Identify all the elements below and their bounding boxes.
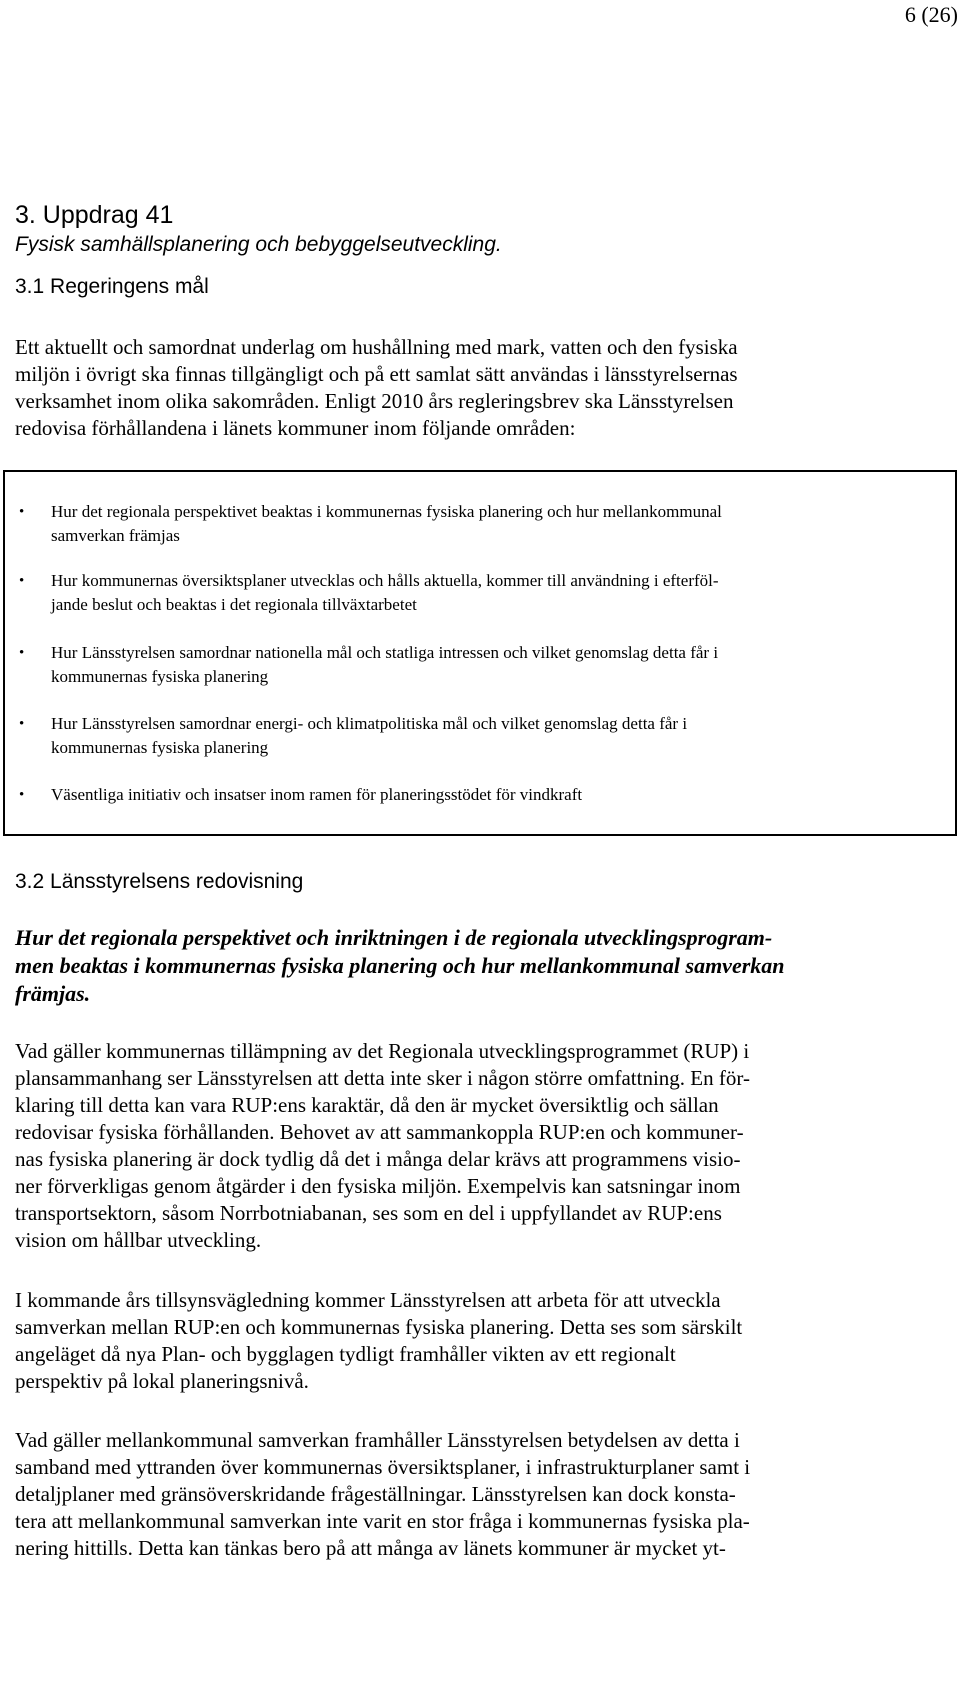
paragraph-tillsynsvagledning bbox=[15, 1287, 950, 1395]
bullet-icon: • bbox=[19, 716, 25, 732]
text-line: redovisar fysiska förhållanden. Behovet av att sammankoppla RUP:en och kommuner- bbox=[15, 1120, 744, 1144]
text-line: nas fysiska planering är dock tydlig då det i många delar krävs att programmens visio- bbox=[15, 1147, 741, 1171]
text-line: vision om hållbar utveckling. bbox=[15, 1228, 262, 1252]
text-line: Hur Länsstyrelsen samordnar nationella mål och statliga intressen och vilket genomslag detta får i bbox=[51, 643, 719, 662]
text-line: kommunernas fysiska planering bbox=[51, 738, 269, 757]
text-line: främjas. bbox=[15, 981, 91, 1006]
page-number: 6 (26) bbox=[904, 2, 958, 27]
section-3-heading: 3. Uppdrag 41 bbox=[15, 201, 174, 229]
assignment-box bbox=[3, 470, 957, 836]
text-line: verksamhet inom olika sakområden. Enligt 2010 års regleringsbrev ska Länsstyrelsen bbox=[15, 389, 734, 413]
section-3-1-heading: 3.1 Regeringens mål bbox=[15, 275, 209, 298]
bullet-icon: • bbox=[19, 573, 25, 589]
text-line: men beaktas i kommunernas fysiska planering och hur mellankommunal samverkan bbox=[15, 953, 785, 978]
bullet-icon: • bbox=[19, 787, 25, 803]
list-item-text bbox=[51, 641, 718, 689]
text-line: Hur Länsstyrelsen samordnar energi- och klimatpolitiska mål och vilket genomslag detta får i bbox=[51, 714, 688, 733]
text-line: Väsentliga initiativ och insatser inom ramen för planeringsstödet för vindkraft bbox=[51, 785, 583, 804]
section-3-1-intro bbox=[15, 334, 950, 442]
text-line: samverkan främjas bbox=[51, 526, 180, 545]
paragraph-rup bbox=[15, 1038, 950, 1254]
text-line: kommunernas fysiska planering bbox=[51, 667, 269, 686]
text-line: miljön i övrigt ska finnas tillgängligt och på ett samlat sätt användas i länsstyrelsernas bbox=[15, 362, 738, 386]
text-line: Vad gäller kommunernas tillämpning av det Regionala utvecklingsprogrammet (RUP) i bbox=[15, 1039, 750, 1063]
section-3-2-heading: 3.2 Länsstyrelsens redovisning bbox=[15, 870, 304, 893]
text-line: plansammanhang ser Länsstyrelsen att detta inte sker i någon större omfattning. En för- bbox=[15, 1066, 750, 1090]
list-item-text bbox=[51, 569, 719, 617]
text-line: redovisa förhållandena i länets kommuner inom följande områden: bbox=[15, 416, 576, 440]
text-line: klaring till detta kan vara RUP:ens karaktär, då den är mycket översiktlig och sällan bbox=[15, 1093, 719, 1117]
text-line: I kommande års tillsynsvägledning kommer Länsstyrelsen att arbeta för att utveckla bbox=[15, 1288, 721, 1312]
bullet-icon: • bbox=[19, 504, 25, 520]
section-3-2-lead bbox=[15, 924, 950, 1008]
section-3-subtitle: Fysisk samhällsplanering och bebyggelseutveckling. bbox=[15, 233, 502, 256]
text-line: nering hittills. Detta kan tänkas bero på att många av länets kommuner är mycket yt- bbox=[15, 1536, 726, 1560]
text-line: tera att mellankommunal samverkan inte varit en stor fråga i kommunernas fysiska pla- bbox=[15, 1509, 750, 1533]
text-line: Hur kommunernas översiktsplaner utvecklas och hålls aktuella, kommer till användning i efterföl- bbox=[51, 571, 719, 590]
list-item-text bbox=[51, 783, 582, 807]
text-line: Hur det regionala perspektivet och inriktningen i de regionala utvecklingsprogram- bbox=[15, 925, 773, 950]
text-line: perspektiv på lokal planeringsnivå. bbox=[15, 1369, 309, 1393]
paragraph-mellankommunal bbox=[15, 1427, 950, 1562]
list-item-text bbox=[51, 500, 722, 548]
list-item-text bbox=[51, 712, 687, 760]
text-line: samverkan mellan RUP:en och kommunernas fysiska planering. Detta ses som särskilt bbox=[15, 1315, 743, 1339]
bullet-icon: • bbox=[19, 645, 25, 661]
text-line: Vad gäller mellankommunal samverkan framhåller Länsstyrelsen betydelsen av detta i bbox=[15, 1428, 740, 1452]
text-line: jande beslut och beaktas i det regionala tillväxtarbetet bbox=[51, 595, 417, 614]
text-line: angeläget då nya Plan- och bygglagen tydligt framhåller vikten av ett regionalt bbox=[15, 1342, 676, 1366]
text-line: transportsektorn, såsom Norrbotniabanan, ses som en del i uppfyllandet av RUP:ens bbox=[15, 1201, 722, 1225]
text-line: samband med yttranden över kommunernas översiktsplaner, i infrastrukturplaner samt i bbox=[15, 1455, 751, 1479]
text-line: ner förverkligas genom åtgärder i den fysiska miljön. Exempelvis kan satsningar inom bbox=[15, 1174, 741, 1198]
text-line: Hur det regionala perspektivet beaktas i kommunernas fysiska planering och hur mellankommunal bbox=[51, 502, 722, 521]
text-line: detaljplaner med gränsöverskridande frågeställningar. Länsstyrelsen kan dock konsta- bbox=[15, 1482, 736, 1506]
text-line: Ett aktuellt och samordnat underlag om hushållning med mark, vatten och den fysiska bbox=[15, 335, 738, 359]
